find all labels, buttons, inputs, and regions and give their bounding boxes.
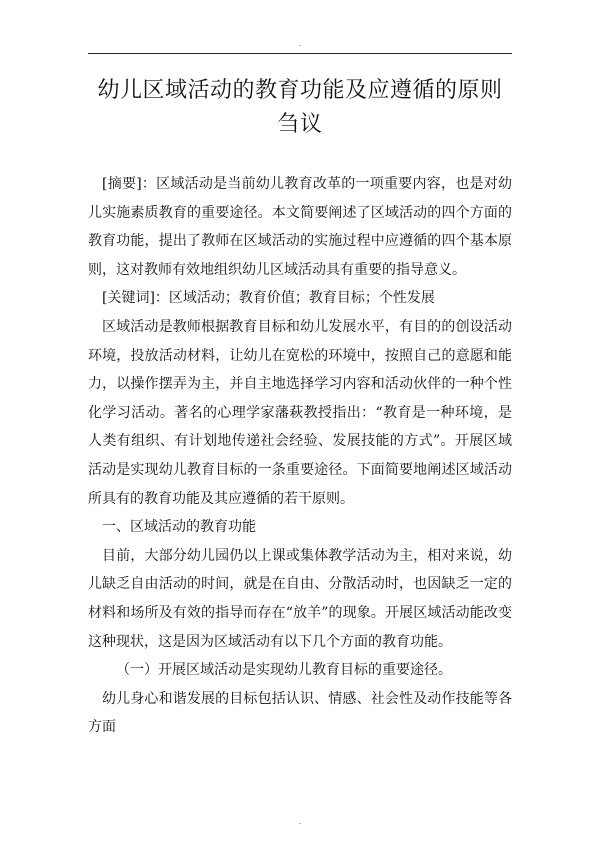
title-line-2: 刍议 bbox=[277, 112, 323, 137]
document-body bbox=[88, 170, 512, 742]
header-rule bbox=[88, 53, 512, 54]
subsection-heading-1: （一）开展区域活动是实现幼儿教育目标的重要途径。 bbox=[116, 662, 452, 679]
footer-mark: . bbox=[298, 817, 302, 826]
section-heading-1: 一、区域活动的教育功能 bbox=[102, 519, 256, 536]
subsection-1-paragraph: 幼儿身心和谐发展的目标包括认识、情感、社会性及动作技能等各方面 bbox=[88, 690, 512, 736]
title-line-1: 幼儿区域活动的教育功能及应遵循的原则 bbox=[97, 78, 503, 103]
document-title bbox=[88, 74, 512, 142]
section-1-paragraph: 目前，大部分幼儿园仍以上课或集体教学活动为主，相对来说，幼儿缺乏自由活动的时间，就是在自由、分散活动时，也因缺乏一定的材料和场所及有效的指导而存在“放羊”的现象。开展区域活动能改变这种现状，这是因为区域活动有以下几个方面的教育功能。 bbox=[88, 547, 512, 650]
keywords-paragraph: [关键词]：区域活动；教育价值；教育目标；个性发展 bbox=[102, 290, 435, 307]
intro-paragraph: 区域活动是教师根据教育目标和幼儿发展水平，有目的的创设活动环境，投放活动材料，让幼儿在宽松的环境中，按照自己的意愿和能力，以操作摆弄为主，并自主地选择学习内容和活动伙伴的一种个性化学习活动。著名的心理学家藩萩教授指出：“教育是一种环境，是人类有组织、有计划地传递社会经验、发展技能的方式”。开展区域活动是实现幼儿教育目标的一条重要途径。下面简要地阐述区域活动所具有的教育功能及其应遵循的若干原则。 bbox=[88, 318, 512, 507]
abstract-paragraph: [摘要]：区域活动是当前幼儿教育改革的一项重要内容，也是对幼儿实施素质教育的重要途径。本文简要阐述了区域活动的四个方面的教育功能，提出了教师在区域活动的实施过程中应遵循的四个基本原则，这对教师有效地组织幼儿区域活动具有重要的指导意义。 bbox=[88, 176, 512, 278]
header-mark: . bbox=[298, 39, 302, 48]
